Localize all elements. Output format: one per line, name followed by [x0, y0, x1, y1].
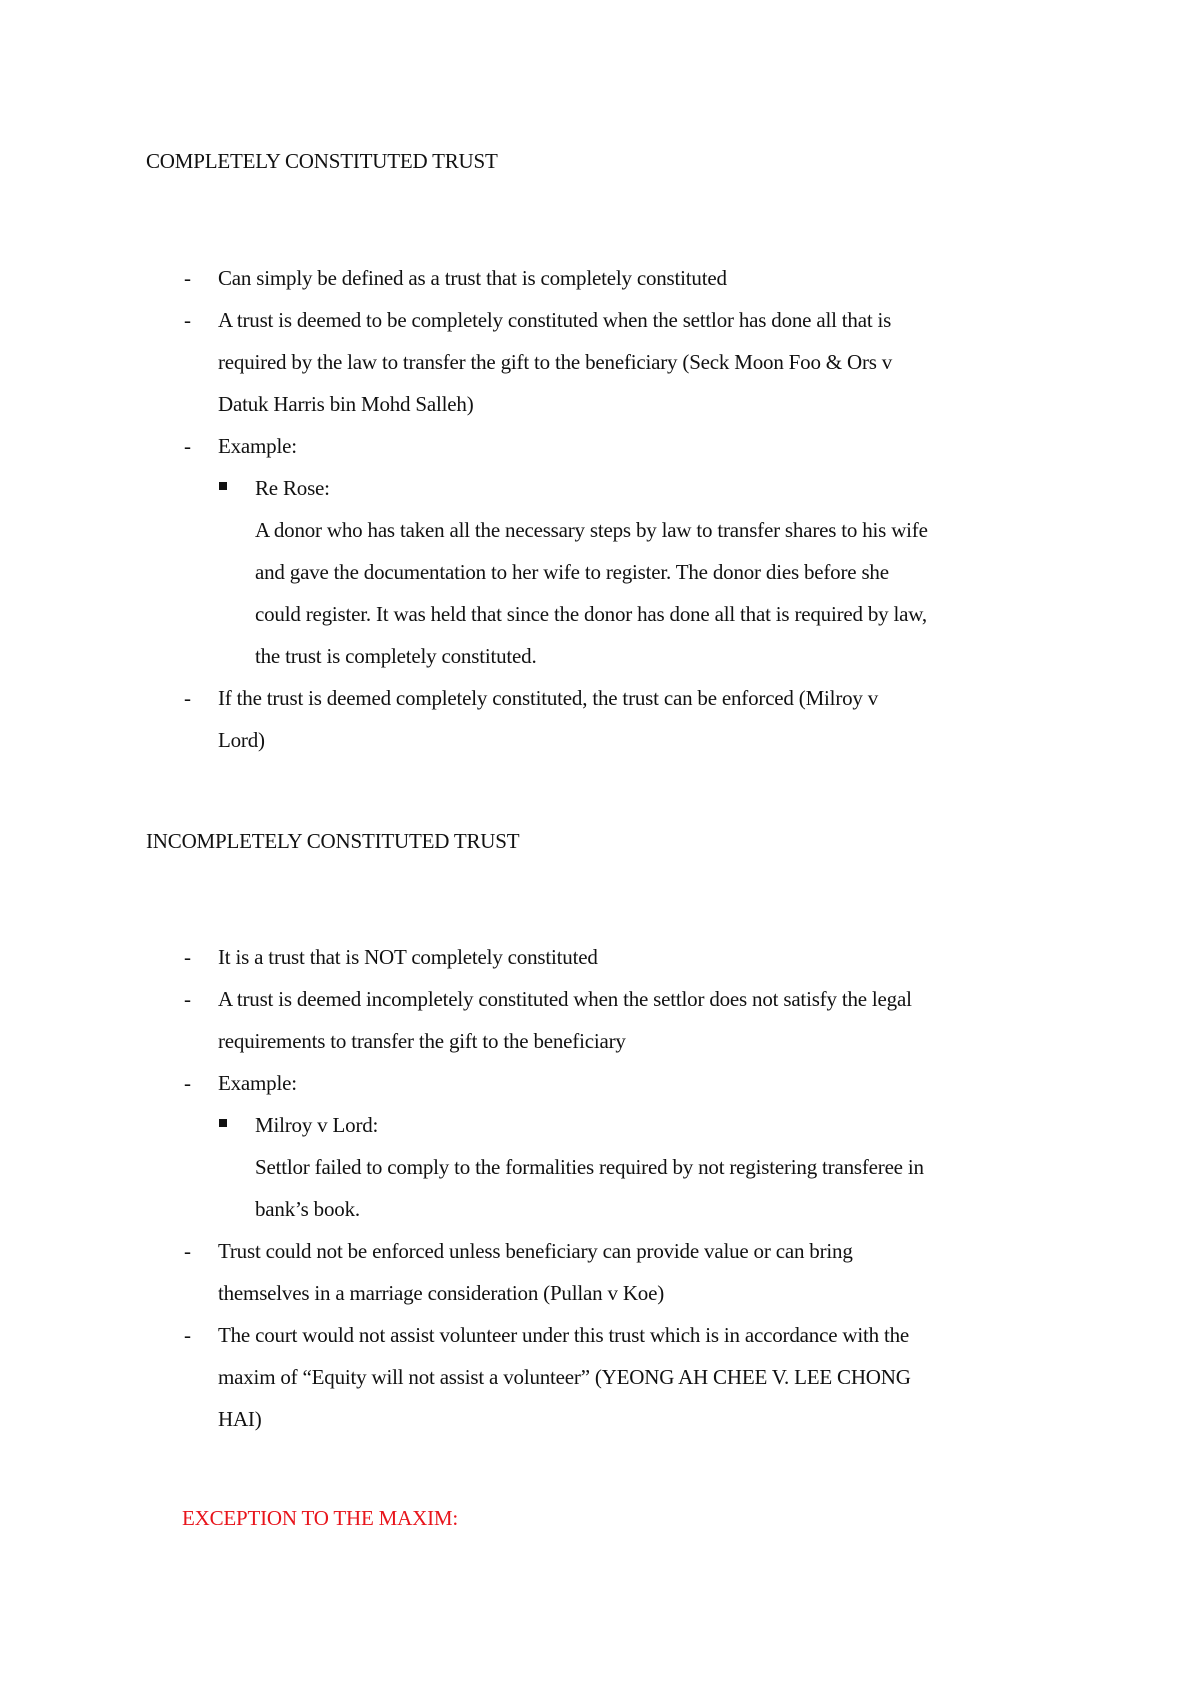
bullet-text: It is a trust that is NOT completely constituted	[218, 945, 598, 969]
bullet-text: A trust is deemed to be completely constituted when the settlor has done all that is	[218, 308, 892, 332]
bullet-text: If the trust is deemed completely constituted, the trust can be enforced (Milroy v	[218, 686, 879, 710]
dash-bullet-marker: -	[184, 266, 191, 290]
dash-bullet-marker: -	[184, 1323, 191, 1347]
case-text: A donor who has taken all the necessary steps by law to transfer shares to his wife	[255, 518, 928, 542]
case-text: bank’s book.	[255, 1197, 360, 1221]
bullet-text: themselves in a marriage consideration (Pullan v Koe)	[218, 1281, 665, 1305]
case-text: Settlor failed to comply to the formalities required by not registering transferee in	[255, 1155, 924, 1179]
dash-bullet-marker: -	[184, 1071, 191, 1095]
dash-bullet-marker: -	[184, 987, 191, 1011]
case-name: Re Rose:	[255, 476, 330, 500]
dash-bullet-marker: -	[184, 686, 191, 710]
bullet-text: Example:	[218, 1071, 297, 1095]
bullet-text: Can simply be defined as a trust that is completely constituted	[218, 266, 727, 290]
bullet-text: Trust could not be enforced unless beneficiary can provide value or can bring	[218, 1239, 853, 1263]
square-bullet-icon	[219, 1119, 227, 1127]
bullet-text: maxim of “Equity will not assist a volunteer” (YEONG AH CHEE V. LEE CHONG	[218, 1365, 911, 1389]
bullet-text: requirements to transfer the gift to the beneficiary	[218, 1029, 626, 1053]
square-bullet-icon	[219, 482, 227, 490]
bullet-text: A trust is deemed incompletely constituted when the settlor does not satisfy the legal	[218, 987, 912, 1011]
dash-bullet-marker: -	[184, 1239, 191, 1263]
bullet-text: required by the law to transfer the gift to the beneficiary (Seck Moon Foo & Ors v	[218, 350, 893, 374]
case-text: the trust is completely constituted.	[255, 644, 537, 668]
case-text: and gave the documentation to her wife to register. The donor dies before she	[255, 560, 889, 584]
bullet-text: HAI)	[218, 1407, 262, 1431]
case-name: Milroy v Lord:	[255, 1113, 379, 1137]
dash-bullet-marker: -	[184, 308, 191, 332]
dash-bullet-marker: -	[184, 945, 191, 969]
case-text: could register. It was held that since the donor has done all that is required by law,	[255, 602, 927, 626]
bullet-text: Example:	[218, 434, 297, 458]
exception-heading: EXCEPTION TO THE MAXIM:	[182, 1506, 458, 1530]
bullet-text: Datuk Harris bin Mohd Salleh)	[218, 392, 474, 416]
dash-bullet-marker: -	[184, 434, 191, 458]
bullet-text: The court would not assist volunteer under this trust which is in accordance with the	[218, 1323, 910, 1347]
section-heading-incompletely-constituted: INCOMPLETELY CONSTITUTED TRUST	[146, 829, 520, 853]
section-heading-completely-constituted: COMPLETELY CONSTITUTED TRUST	[146, 149, 498, 173]
bullet-text: Lord)	[218, 728, 265, 752]
